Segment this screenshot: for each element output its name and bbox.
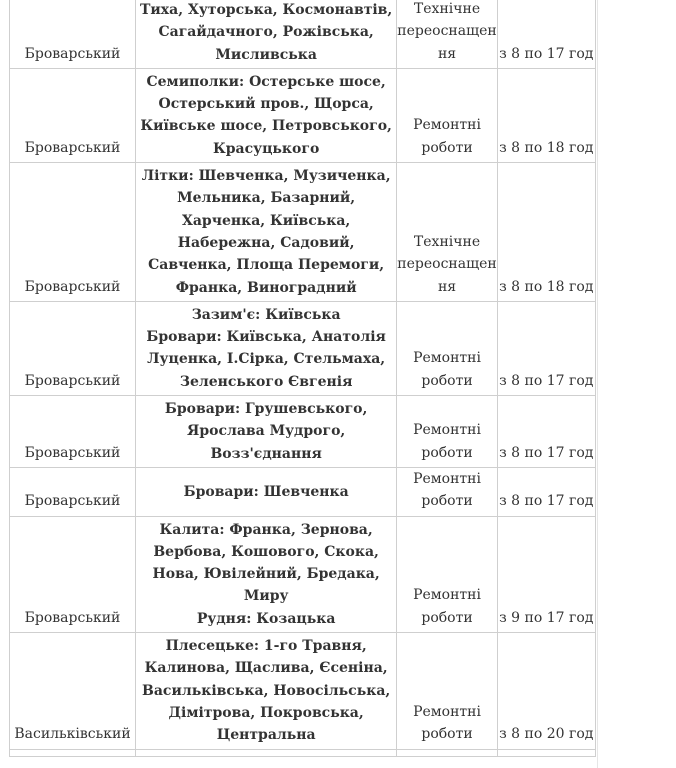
work-type-line: ня (437, 45, 457, 62)
streets-cell (136, 633, 397, 749)
work-type-line: Ремонтні (413, 470, 481, 487)
empty-cell (10, 749, 136, 756)
work-type-line: Ремонтні (413, 703, 481, 720)
work-type-line: Ремонтні (413, 350, 481, 367)
street-line: Набережна, Садовий, (177, 234, 355, 251)
work-type-line: роботи (421, 726, 473, 743)
hours-cell: з 8 по 18 год (497, 68, 595, 162)
work-type-line: ня (437, 278, 457, 295)
street-line: Зеленського Євгенія (179, 373, 353, 390)
street-line: Дімітрова, Покровська, (168, 704, 364, 721)
work-type-cell (397, 516, 497, 632)
street-line: Савченка, Площа Перемоги, (148, 257, 385, 274)
street-line: Мельника, Базарний, (177, 190, 356, 207)
street-line: Бровари: Київська, Анатолія (146, 329, 386, 346)
district-cell: Броварський (10, 467, 136, 516)
outage-row (10, 68, 596, 162)
hours-cell: з 8 по 17 год (497, 396, 595, 468)
street-line: Тиха, Хуторська, Космонавтів, (140, 2, 393, 18)
street-line: Красуцького (213, 140, 320, 157)
streets-cell (136, 163, 397, 302)
outage-row (10, 633, 596, 749)
work-type-line: Технічне (413, 233, 481, 250)
power-outage-table (9, 0, 596, 757)
work-type-line: Ремонтні (413, 587, 481, 604)
street-line: Літки: Шевченка, Музиченка, (141, 168, 391, 185)
hours-cell: з 8 по 17 год (497, 467, 595, 516)
street-line: Нова, Ювілейний, Бредака, (152, 566, 380, 583)
work-type-line: роботи (421, 139, 473, 156)
work-type-cell (397, 396, 497, 468)
outage-row (10, 516, 596, 632)
work-type-cell (397, 68, 497, 162)
empty-cell (397, 749, 497, 756)
content-right-border (597, 0, 598, 768)
district-cell: Васильківський (10, 633, 136, 749)
next-row-partial (10, 749, 596, 756)
streets-cell (136, 396, 397, 468)
work-type-line: переоснащен (397, 256, 497, 273)
street-line: Миру (243, 588, 289, 605)
street-line: Бровари: Шевченка (183, 483, 349, 500)
street-line: Луценка, І.Сірка, Стельмаха, (147, 351, 386, 368)
work-type-cell (397, 163, 497, 302)
streets-cell (136, 68, 397, 162)
work-type-line: роботи (421, 609, 473, 626)
district-cell: Броварський (10, 516, 136, 632)
street-line: Франка, Виноградний (175, 279, 357, 296)
empty-cell (497, 749, 595, 756)
street-line: Харченка, Київська, (181, 212, 351, 229)
outage-row (10, 396, 596, 468)
street-line: Зазим'є: Київська (191, 306, 341, 323)
district-cell: Броварський (10, 163, 136, 302)
work-type-cell (397, 633, 497, 749)
district-cell: Броварський (10, 0, 136, 68)
work-type-line: Ремонтні (413, 422, 481, 439)
hours-cell: з 8 по 18 год (497, 163, 595, 302)
work-type-line: роботи (421, 444, 473, 461)
streets-cell (136, 467, 397, 516)
street-line: Київське шосе, Петровського, (140, 118, 392, 135)
work-type-line: переоснащен (397, 23, 497, 40)
street-line: Сагайдачного, Рожівська, (158, 24, 374, 41)
district-cell: Броварський (10, 301, 136, 395)
hours-cell: з 9 по 17 год (497, 516, 595, 632)
work-type-cell (397, 467, 497, 516)
street-line: Васильківська, Новосільська, (142, 682, 391, 699)
empty-cell (136, 749, 397, 756)
street-line: Плесецьке: 1-го Травня, (165, 638, 367, 655)
work-type-cell (397, 301, 497, 395)
streets-cell (136, 0, 397, 68)
district-cell: Броварський (10, 68, 136, 162)
street-line: Калита: Франка, Зернова, (159, 521, 373, 538)
outage-row (10, 467, 596, 516)
work-type-line: роботи (421, 493, 473, 510)
street-line: Мисливська (215, 46, 317, 63)
work-type-line: роботи (421, 372, 473, 389)
hours-cell: з 8 по 20 год (497, 633, 595, 749)
street-line: Вербова, Кошового, Скока, (153, 543, 379, 560)
street-line: Ярослава Мудрого, (186, 423, 346, 440)
outage-table-body (10, 0, 596, 756)
hours-cell: з 8 по 17 год (497, 301, 595, 395)
hours-cell: з 8 по 17 год (497, 0, 595, 68)
street-line: Центральна (216, 727, 316, 744)
work-type-cell (397, 0, 497, 68)
street-line: Калинова, Щаслива, Єсеніна, (144, 660, 388, 677)
street-line: Семиполки: Остерське шосе, (146, 73, 386, 90)
street-line: Остерський пров., Щорса, (158, 96, 374, 113)
outage-row (10, 163, 596, 302)
work-type-line: Ремонтні (413, 117, 481, 134)
outage-row (10, 301, 596, 395)
streets-cell (136, 301, 397, 395)
work-type-line: Технічне (413, 1, 481, 17)
streets-cell (136, 516, 397, 632)
outage-row (10, 0, 596, 68)
street-line: Бровари: Грушевського, (164, 401, 368, 418)
district-cell: Броварський (10, 396, 136, 468)
street-line: Рудня: Козацька (196, 610, 336, 627)
street-line: Возз'єднання (210, 445, 322, 462)
